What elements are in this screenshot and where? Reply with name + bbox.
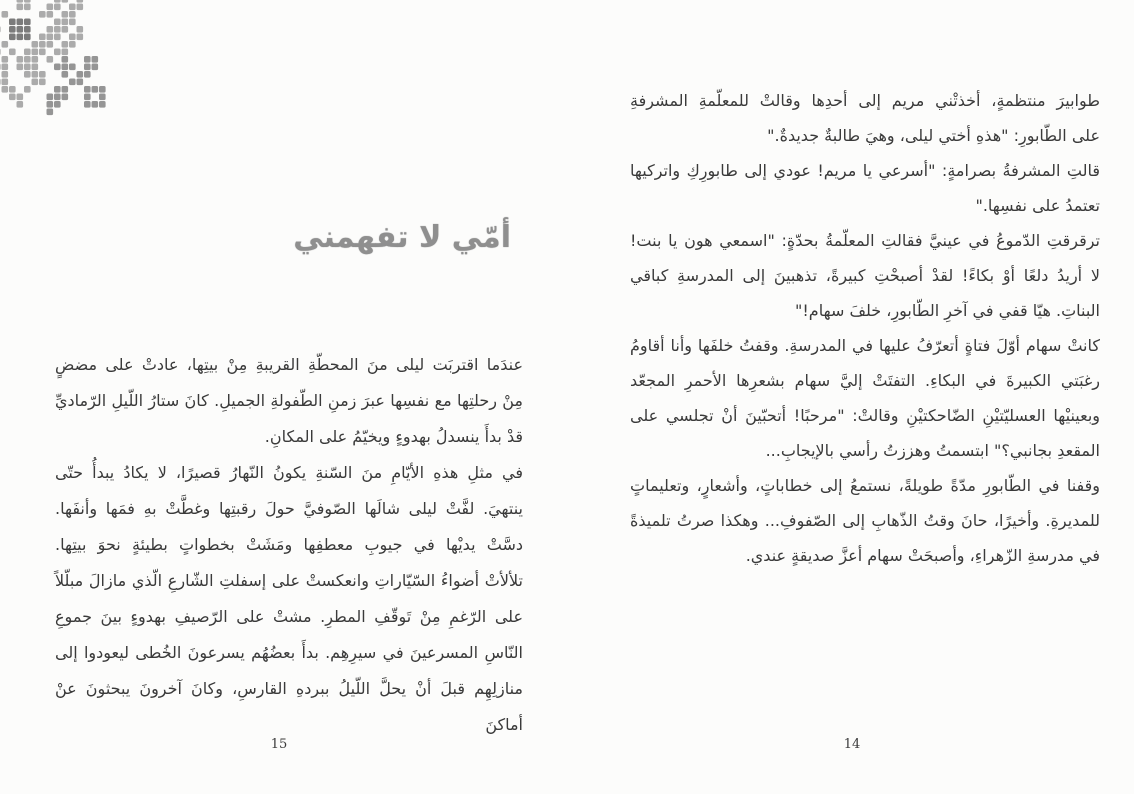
text-line: في مثلِ هذهِ الأيّامِ منَ السّنةِ يكونُ النّهارُ قصيرًا، لا يكادُ يبدأُ حتّى [55, 463, 523, 482]
page-number-left: 15 [270, 737, 288, 752]
page-left-body [55, 347, 523, 734]
text-line: طوابيرَ منتظمةٍ، أخذتْني مريم إلى أحدِها وقالتْ للمعلّمةِ المشرفةِ [630, 91, 1100, 110]
text-line: تلألأتْ أضواءُ السّيّاراتِ وانعكستْ على إسفلتِ الشّارعِ الّذي مازالَ مبلّلاً [55, 571, 523, 590]
page-right-body [630, 83, 1100, 573]
text-line: منازلِهِم قبلَ أنْ يحلَّ اللّيلُ ببردهِ القارسِ، وكانَ آخرونَ يبحثونَ عنْ أماكنَ [55, 679, 523, 734]
text-line: عندَما اقتربَت ليلى منَ المحطّةِ القريبةِ مِنْ بيتِها، عادتْ على مضضٍ [55, 355, 523, 374]
text-line: البناتِ. هيّا قفي في آخرِ الطّابورِ، خلفَ سهام!" [795, 301, 1100, 320]
text-line: النّاسِ المسرعينَ في سيرِهِم. بدأَ بعضُهُم يسرعونَ الخُطى ليعودوا إلى [55, 643, 523, 662]
text-line: قالتِ المشرفةُ بصرامةٍ: "أسرعي يا مريم! عودي إلى طابورِكِ واتركيها [630, 161, 1100, 180]
page-left [55, 0, 523, 794]
text-line: في مدرسةِ الزّهراءِ، وأصبحَتْ سهام أعزَّ صديقةٍ عندي. [745, 546, 1100, 565]
text-line: رغبَتي الكبيرةَ في البكاءِ. التفتَتْ إليَّ سهام بشعرِها الأحمرِ المجعّد [630, 371, 1100, 390]
text-line: ترقرقتِ الدّموعُ في عينيَّ فقالتِ المعلّمةُ بحدّةٍ: "اسمعي هون يا بنت! [630, 231, 1100, 250]
text-line: على الطّابورِ: "هذهِ أختي ليلى، وهيَ طالبةٌ جديدةٌ." [767, 126, 1100, 145]
chapter-title: أمّي لا تفهمني [293, 220, 511, 255]
text-line: للمديرةِ. وأخيرًا، حانَ وقتُ الذّهابِ إلى الصّفوفِ... وهكذا صرتُ تلميذةً [630, 511, 1100, 530]
text-line: وقفنا في الطّابورِ مدّةً طويلةً، نستمعُ إلى خطاباتٍ، وأشعارٍ، وتعليماتٍ [630, 476, 1100, 495]
text-line: دسَّتْ يديْها في جيوبِ معطفِها ومَشَتْ بخطواتٍ بطيئةٍ نحوَ بيتِها. [55, 535, 523, 554]
text-line: تعتمدُ على نفسِها." [975, 196, 1100, 215]
text-line: كانتْ سهام أوّلَ فتاةٍ أتعرّفُ عليها في المدرسةِ. وقفتُ خلفَها وأنا أقاومُ [630, 336, 1100, 355]
text-line: على الرّغمِ مِنْ تَوقّفِ المطرِ. مشتْ على الرّصيفِ بهدوءٍ بينَ جموعِ [55, 607, 523, 626]
page-number-right: 14 [843, 737, 861, 752]
text-line: قدْ بدأَ ينسدلُ بهدوءٍ ويخيّمُ على المكانِ. [264, 427, 523, 446]
page-right [630, 0, 1100, 794]
text-line: مِنْ رحلتِها مع نفسِها عبرَ زمنِ الطّفولةِ الجميلِ. كانَ ستارُ اللّيلِ الرّماديِّ [55, 391, 523, 410]
text-line: لا أريدُ دلعًا أوْ بكاءً! لقدْ أصبحْتِ كبيرةً، تذهبينَ إلى المدرسةِ كباقي [630, 266, 1100, 285]
text-line: وبعينيْها العسليّتيْنِ الضّاحكتيْنِ وقالتْ: "مرحبًا! أتحبّينَ أنْ تجلسي على [630, 406, 1100, 425]
text-line: ينتهيَ. لفَّتْ ليلى شالَها الصّوفيَّ حولَ رقبتِها وغطَّتْ بهِ فمَها وأنفَها. [55, 499, 523, 518]
text-line: المقعدِ بجانبي؟" ابتسمتُ وهززتُ رأسي بالإيجابِ... [765, 441, 1100, 460]
